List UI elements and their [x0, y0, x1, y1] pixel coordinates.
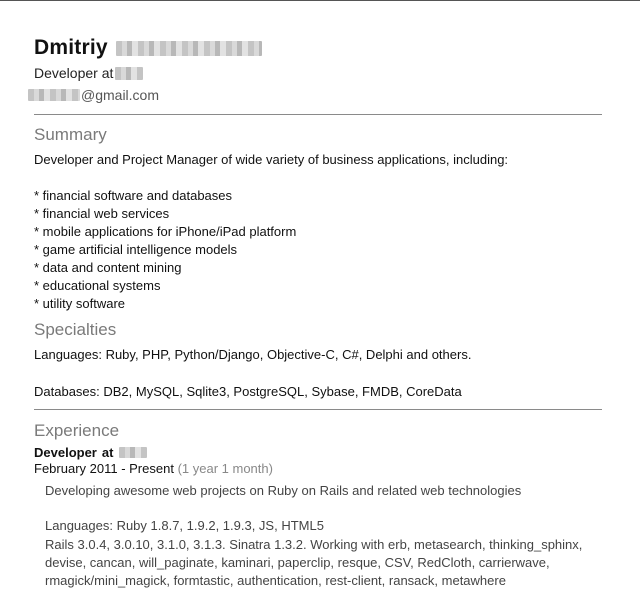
summary-item: * mobile applications for iPhone/iPad platform	[34, 224, 297, 239]
summary-item: * game artificial intelligence models	[34, 242, 238, 257]
divider	[34, 114, 602, 115]
redacted-company	[115, 67, 143, 80]
summary-item: * financial web services	[34, 206, 170, 221]
job-description-line: Rails 3.0.4, 3.0.10, 3.1.0, 3.1.3. Sinatra 1.3.2. Working with erb, metasearch, thinking_sphinx,	[45, 537, 583, 552]
specialties-databases: Databases: DB2, MySQL, Sqlite3, PostgreSQL, Sybase, FMDB, CoreData	[34, 384, 462, 399]
redacted-employer	[119, 447, 147, 458]
divider	[34, 409, 602, 410]
summary-intro: Developer and Project Manager of wide variety of business applications, including:	[34, 152, 509, 167]
top-border	[0, 0, 640, 1]
email-domain: @gmail.com	[81, 87, 160, 103]
email[interactable]	[28, 87, 159, 103]
job-description-line: Developing awesome web projects on Ruby on Rails and related web technologies	[45, 483, 522, 498]
person-name: Dmitriy	[34, 36, 108, 59]
job-description-line: devise, cancan, will_paginate, kaminari, paperclip, resque, CSV, RedCloth, carrierwave,	[45, 555, 550, 570]
job-duration: (1 year 1 month)	[177, 461, 273, 476]
specialties-heading: Specialties	[34, 320, 117, 339]
redacted-surname	[116, 41, 262, 56]
job-dates	[34, 461, 273, 476]
summary-item: * financial software and databases	[34, 188, 233, 203]
specialties-languages: Languages: Ruby, PHP, Python/Django, Objective-C, C#, Delphi and others.	[34, 347, 472, 362]
job-description-line: rmagick/mini_magick, formtastic, authentication, rest-client, ransack, metawhere	[45, 573, 506, 588]
job-title	[34, 445, 147, 460]
summary-item: * educational systems	[34, 278, 161, 293]
job-date-range: February 2011 - Present	[34, 461, 174, 476]
job-at: at	[101, 445, 114, 460]
summary-item: * utility software	[34, 296, 126, 311]
experience-heading: Experience	[34, 421, 120, 440]
headline-text: Developer at	[34, 65, 114, 81]
name-row	[34, 36, 262, 60]
job-description-line: Languages: Ruby 1.8.7, 1.9.2, 1.9.3, JS, HTML5	[45, 518, 324, 533]
job-role: Developer	[34, 445, 97, 460]
headline	[34, 65, 143, 81]
summary-item: * data and content mining	[34, 260, 182, 275]
redacted-email-user	[28, 89, 80, 101]
summary-heading: Summary	[34, 125, 107, 144]
